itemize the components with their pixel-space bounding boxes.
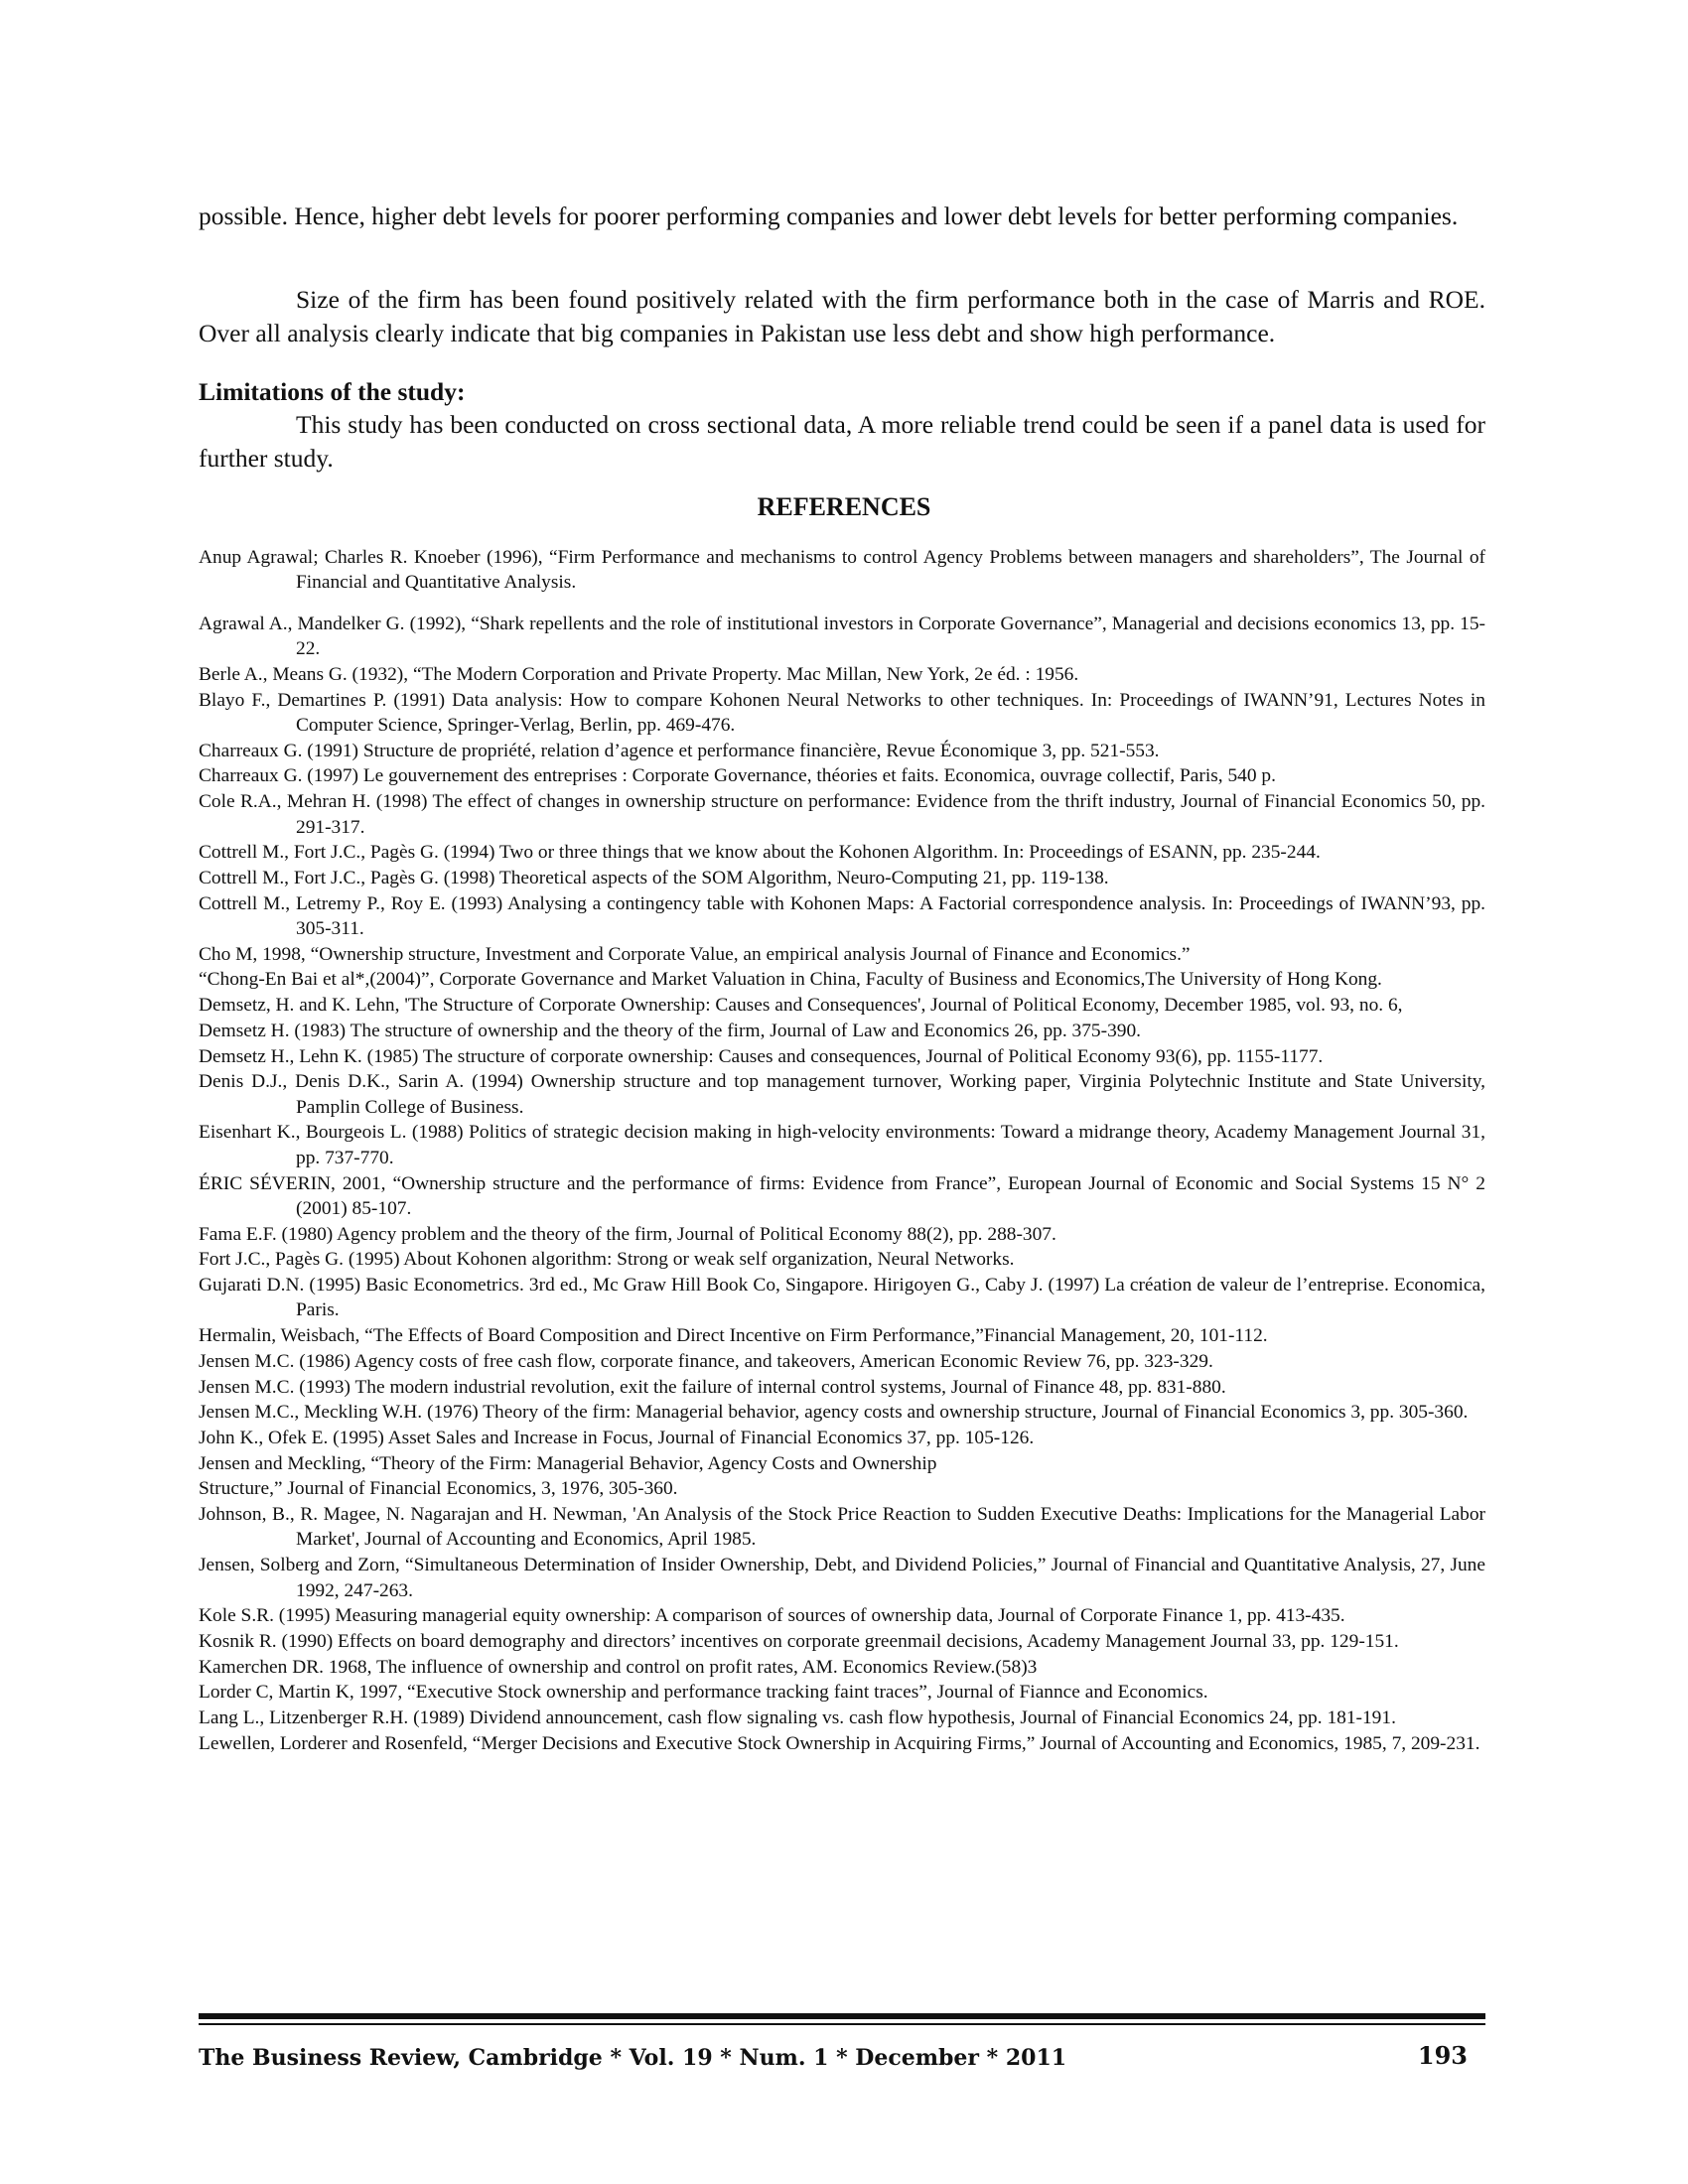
reference-item: Kole S.R. (1995) Measuring managerial equity ownership: A comparison of sources of ownership data, Journal of Corporate Finance 1, pp. 413-435. [199,1605,1345,1627]
reference-item: Jensen and Meckling, “Theory of the Firm: Managerial Behavior, Agency Costs and Ownership [199,1452,937,1474]
reference-item: Berle A., Means G. (1932), “The Modern Corporation and Private Property. Mac Millan, New York, 2e éd. : 1956. [199,663,1079,685]
reference-item: Lang L., Litzenberger R.H. (1989) Dividend announcement, cash flow signaling vs. cash flow hypothesis, Journal of Financial Economics 24, pp. 181-191. [199,1707,1396,1729]
references-heading: REFERENCES [757,492,931,521]
body-paragraph-3: This study has been conducted on cross sectional data, A more reliable trend could be seen if a panel data is used for further study. [199,410,1485,473]
references-list [199,545,1485,1756]
reference-item: Kosnik R. (1990) Effects on board demography and directors’ incentives on corporate greenmail decisions, Academy Management Journal 33, pp. 129-151. [199,1630,1399,1652]
reference-item: John K., Ofek E. (1995) Asset Sales and Increase in Focus, Journal of Financial Economics 37, pp. 105-126. [199,1427,1035,1448]
reference-item: Jensen M.C. (1993) The modern industrial revolution, exit the failure of internal control systems, Journal of Finance 48, pp. 831-880. [199,1376,1226,1398]
reference-item: Johnson, B., R. Magee, N. Nagarajan and H. Newman, 'An Analysis of the Stock Price Reaction to Sudden Executive Deaths: Implications for the Managerial Labor Market', Journal of Accounting and Economics, April 1985. [199,1504,1485,1551]
reference-item: “Chong-En Bai et al*,(2004)”, Corporate Governance and Market Valuation in China, Faculty of Business and Economics,The University of Hong Kong. [199,969,1382,991]
reference-item: Cottrell M., Fort J.C., Pagès G. (1998) Theoretical aspects of the SOM Algorithm, Neuro-Computing 21, pp. 119-138. [199,867,1109,888]
reference-item: Blayo F., Demartines P. (1991) Data analysis: How to compare Kohonen Neural Networks to other techniques. In: Proceedings of IWANN’91, Lectures Notes in Computer Science, Springer-Verlag, Berlin, pp. 469-476. [199,689,1485,737]
reference-item: Anup Agrawal; Charles R. Knoeber (1996), “Firm Performance and mechanisms to control Agency Problems between managers and shareholders”, The Journal of Financial and Quantitative Analysis. [199,547,1485,594]
reference-item: Demsetz H. (1983) The structure of ownership and the theory of the firm, Journal of Law and Economics 26, pp. 375-390. [199,1020,1142,1041]
journal-footer: The Business Review, Cambridge * Vol. 19 * Num. 1 * December * 2011 [199,2045,1067,2071]
reference-item: Fama E.F. (1980) Agency problem and the theory of the firm, Journal of Political Economy 88(2), pp. 288-307. [199,1223,1056,1245]
reference-item: Charreaux G. (1997) Le gouvernement des entreprises : Corporate Governance, théories et faits. Economica, ouvrage collectif, Paris, 540 p. [199,765,1276,787]
reference-item: Hermalin, Weisbach, “The Effects of Board Composition and Direct Incentive on Firm Performance,”Financial Management, 20, 101-112. [199,1325,1268,1347]
reference-item: Charreaux G. (1991) Structure de propriété, relation d’agence et performance financière, Revue Économique 3, pp. 521-553. [199,740,1160,761]
reference-item: Fort J.C., Pagès G. (1995) About Kohonen algorithm: Strong or weak self organization, Neural Networks. [199,1249,1015,1271]
reference-item: Jensen M.C., Meckling W.H. (1976) Theory of the firm: Managerial behavior, agency costs and ownership structure, Journal of Financial Economics 3, pp. 305-360. [199,1402,1469,1424]
reference-item: Lorder C, Martin K, 1997, “Executive Stock ownership and performance tracking faint traces”, Journal of Fiannce and Economics. [199,1682,1208,1704]
reference-item: Demsetz, H. and K. Lehn, 'The Structure of Corporate Ownership: Causes and Consequences', Journal of Political Economy, December 1985, vol. 93, no. 6, [199,995,1403,1017]
reference-item: Cottrell M., Letremy P., Roy E. (1993) Analysing a contingency table with Kohonen Maps: A Factorial correspondence analysis. In: Proceedings of IWANN’93, pp. 305-311. [199,892,1485,940]
body-paragraph-2: Size of the firm has been found positively related with the firm performance both in the case of Marris and ROE. Over all analysis clearly indicate that big companies in Pakistan use less debt and show high performance. [199,285,1485,347]
reference-item: Structure,” Journal of Financial Economics, 3, 1976, 305-360. [199,1478,678,1500]
reference-item: Gujarati D.N. (1995) Basic Econometrics. 3rd ed., Mc Graw Hill Book Co, Singapore. Hirigoyen G., Caby J. (1997) La création de valeur de l’entreprise. Economica, Paris. [199,1275,1485,1321]
reference-item: Denis D.J., Denis D.K., Sarin A. (1994) Ownership structure and top management turnover, Working paper, Virginia Polytechnic Institute and State University, Pamplin College of Business. [199,1071,1485,1118]
reference-item: Cho M, 1998, “Ownership structure, Investment and Corporate Value, an empirical analysis Journal of Finance and Economics.” [199,943,1191,965]
footer-rule-thick [199,2013,1485,2019]
reference-item: Eisenhart K., Bourgeois L. (1988) Politics of strategic decision making in high-velocity environments: Toward a midrange theory, Academy Management Journal 31, pp. 737-770. [199,1122,1485,1168]
page-number: 193 [1417,2041,1468,2070]
reference-item: Cole R.A., Mehran H. (1998) The effect of changes in ownership structure on performance: Evidence from the thrift industry, Journal of Financial Economics 50, pp. 291-317. [199,791,1485,838]
body-paragraph-1: possible. Hence, higher debt levels for poorer performing companies and lower debt levels for better performing companies. [199,202,1459,230]
reference-item: Lewellen, Lorderer and Rosenfeld, “Merger Decisions and Executive Stock Ownership in Acquiring Firms,” Journal of Accounting and Economics, 1985, 7, 209-231. [199,1732,1480,1754]
reference-item: ÉRIC SÉVERIN, 2001, “Ownership structure and the performance of firms: Evidence from France”, European Journal of Economic and Social Systems 15 N° 2 (2001) 85-107. [199,1172,1485,1219]
reference-item: Jensen M.C. (1986) Agency costs of free cash flow, corporate finance, and takeovers, American Economic Review 76, pp. 323-329. [199,1350,1213,1372]
reference-item: Demsetz H., Lehn K. (1985) The structure of corporate ownership: Causes and consequences, Journal of Political Economy 93(6), pp. 1155-1177. [199,1045,1324,1067]
footer-rule-thin [199,2023,1485,2025]
reference-item: Agrawal A., Mandelker G. (1992), “Shark repellents and the role of institutional investors in Corporate Governance”, Managerial and decisions economics 13, pp. 15-22. [199,613,1485,660]
reference-item: Jensen, Solberg and Zorn, “Simultaneous Determination of Insider Ownership, Debt, and Dividend Policies,” Journal of Financial and Quantitative Analysis, 27, June 1992, 247-263. [199,1555,1485,1601]
reference-item: Kamerchen DR. 1968, The influence of ownership and control on profit rates, AM. Economics Review.(58)3 [199,1656,1038,1678]
reference-item: Cottrell M., Fort J.C., Pagès G. (1994) Two or three things that we know about the Kohonen Algorithm. In: Proceedings of ESANN, pp. 235-244. [199,842,1321,864]
limitations-heading: Limitations of the study: [199,377,466,406]
